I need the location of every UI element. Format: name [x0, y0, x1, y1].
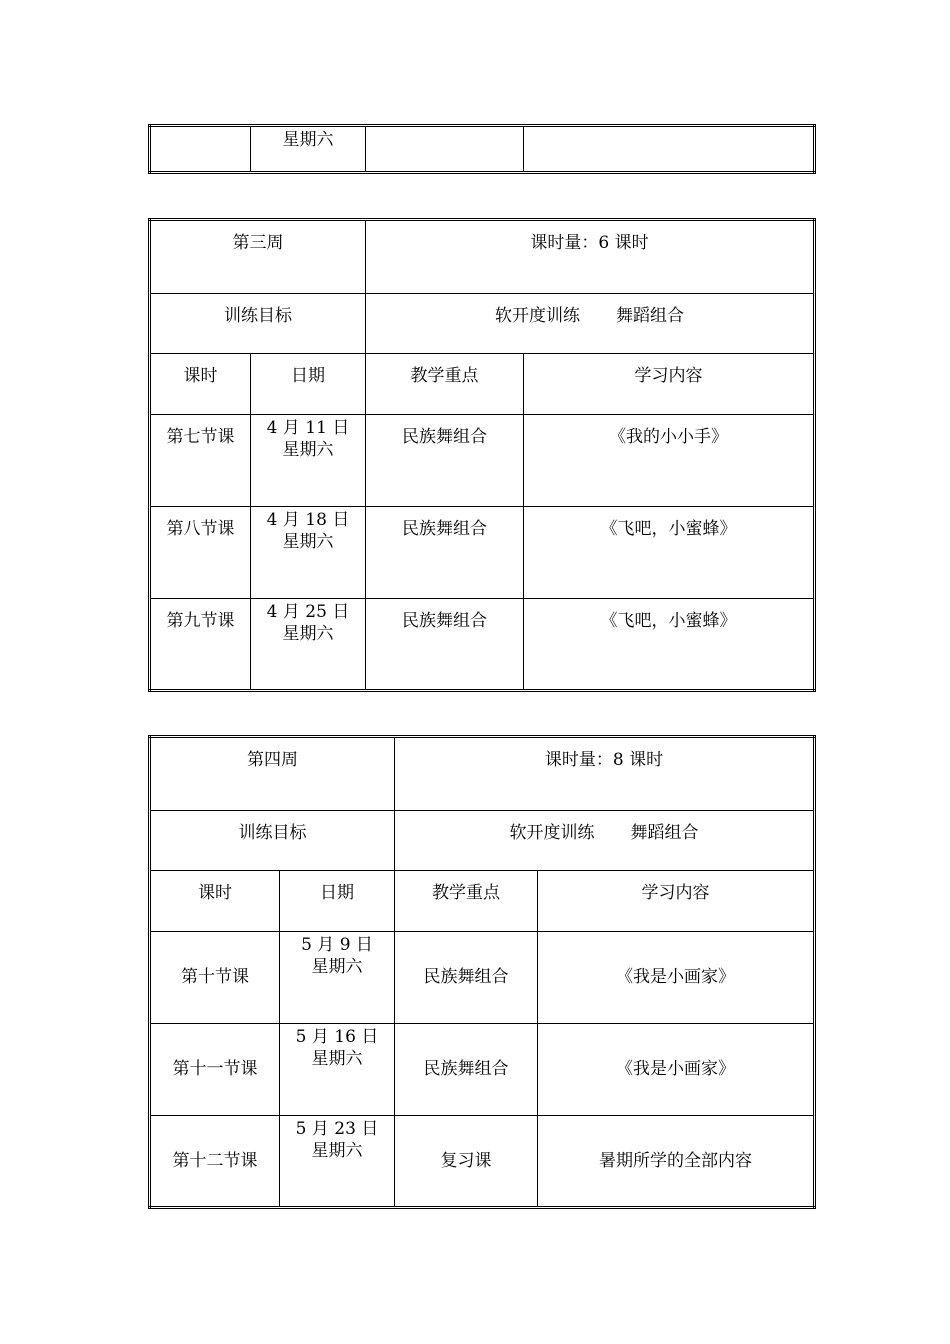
table-row: [150, 507, 815, 599]
focus-cell: 民族舞组合: [366, 507, 524, 599]
goal-label: 训练目标: [150, 294, 366, 354]
content-cell: 《我的小小手》: [524, 415, 815, 507]
date-cell: [251, 599, 366, 691]
lesson-cell: 第十二节课: [150, 1116, 280, 1208]
weekday-text: 星期六: [282, 532, 334, 552]
schedule-table-continued: [148, 124, 816, 174]
weekday-text: 星期六: [282, 440, 334, 460]
content-cell: 暑期所学的全部内容: [538, 1116, 815, 1208]
date-text: 4 月 11 日: [266, 418, 350, 438]
lesson-cell: 第十一节课: [150, 1024, 280, 1116]
weekday-text: 星期六: [282, 624, 334, 644]
lesson-cell: 第九节课: [150, 599, 251, 691]
hours-label: 课时量：6 课时: [366, 220, 815, 294]
table-row: [150, 126, 815, 173]
date-text: 4 月 18 日: [266, 510, 350, 530]
date-text: 5 月 23 日: [295, 1119, 379, 1139]
week4-table: [148, 735, 816, 1209]
week-label: 第三周: [150, 220, 366, 294]
goal-value: [366, 294, 815, 354]
goal-a: 软开度训练: [495, 306, 580, 326]
header-date: 日期: [280, 871, 395, 932]
content-cell: [524, 126, 815, 173]
lesson-cell: [150, 126, 251, 173]
goal-row: [150, 811, 815, 871]
column-header-row: [150, 871, 815, 932]
header-content: 学习内容: [524, 354, 815, 415]
date-text: 5 月 9 日: [301, 935, 373, 955]
week-label: 第四周: [150, 737, 395, 811]
goal-row: [150, 294, 815, 354]
goal-label: 训练目标: [150, 811, 395, 871]
focus-cell: 复习课: [395, 1116, 538, 1208]
column-header-row: [150, 354, 815, 415]
table-row: [150, 415, 815, 507]
weekday-text: 星期六: [311, 1141, 363, 1161]
weekday-text: 星期六: [311, 957, 363, 977]
goal-b: 舞蹈组合: [630, 823, 699, 843]
focus-cell: 民族舞组合: [366, 415, 524, 507]
table-row: [150, 1024, 815, 1116]
content-cell: 《飞吧，小蜜蜂》: [524, 507, 815, 599]
week-header-row: [150, 737, 815, 811]
content-cell: 《我是小画家》: [538, 1024, 815, 1116]
header-content: 学习内容: [538, 871, 815, 932]
date-cell: [251, 507, 366, 599]
goal-b: 舞蹈组合: [616, 306, 684, 326]
focus-cell: 民族舞组合: [395, 932, 538, 1024]
goal-value: [395, 811, 815, 871]
lesson-cell: 第八节课: [150, 507, 251, 599]
week3-table: [148, 218, 816, 692]
content-cell: 《我是小画家》: [538, 932, 815, 1024]
focus-cell: [366, 126, 524, 173]
header-lesson: 课时: [150, 354, 251, 415]
focus-cell: 民族舞组合: [366, 599, 524, 691]
weekday-text: 星期六: [311, 1049, 363, 1069]
date-cell: [280, 1116, 395, 1208]
header-lesson: 课时: [150, 871, 280, 932]
date-cell: [280, 932, 395, 1024]
week-header-row: [150, 220, 815, 294]
goal-a: 软开度训练: [509, 823, 595, 843]
date-text: 5 月 16 日: [295, 1027, 379, 1047]
header-date: 日期: [251, 354, 366, 415]
lesson-cell: 第七节课: [150, 415, 251, 507]
focus-cell: 民族舞组合: [395, 1024, 538, 1116]
date-cell: [251, 415, 366, 507]
date-cell: 星期六: [251, 126, 366, 173]
table-row: [150, 932, 815, 1024]
hours-label: 课时量：8 课时: [395, 737, 815, 811]
table-row: [150, 1116, 815, 1208]
date-text: 4 月 25 日: [266, 602, 350, 622]
lesson-cell: 第十节课: [150, 932, 280, 1024]
table-row: [150, 599, 815, 691]
date-cell: [280, 1024, 395, 1116]
content-cell: 《飞吧，小蜜蜂》: [524, 599, 815, 691]
header-focus: 教学重点: [366, 354, 524, 415]
header-focus: 教学重点: [395, 871, 538, 932]
